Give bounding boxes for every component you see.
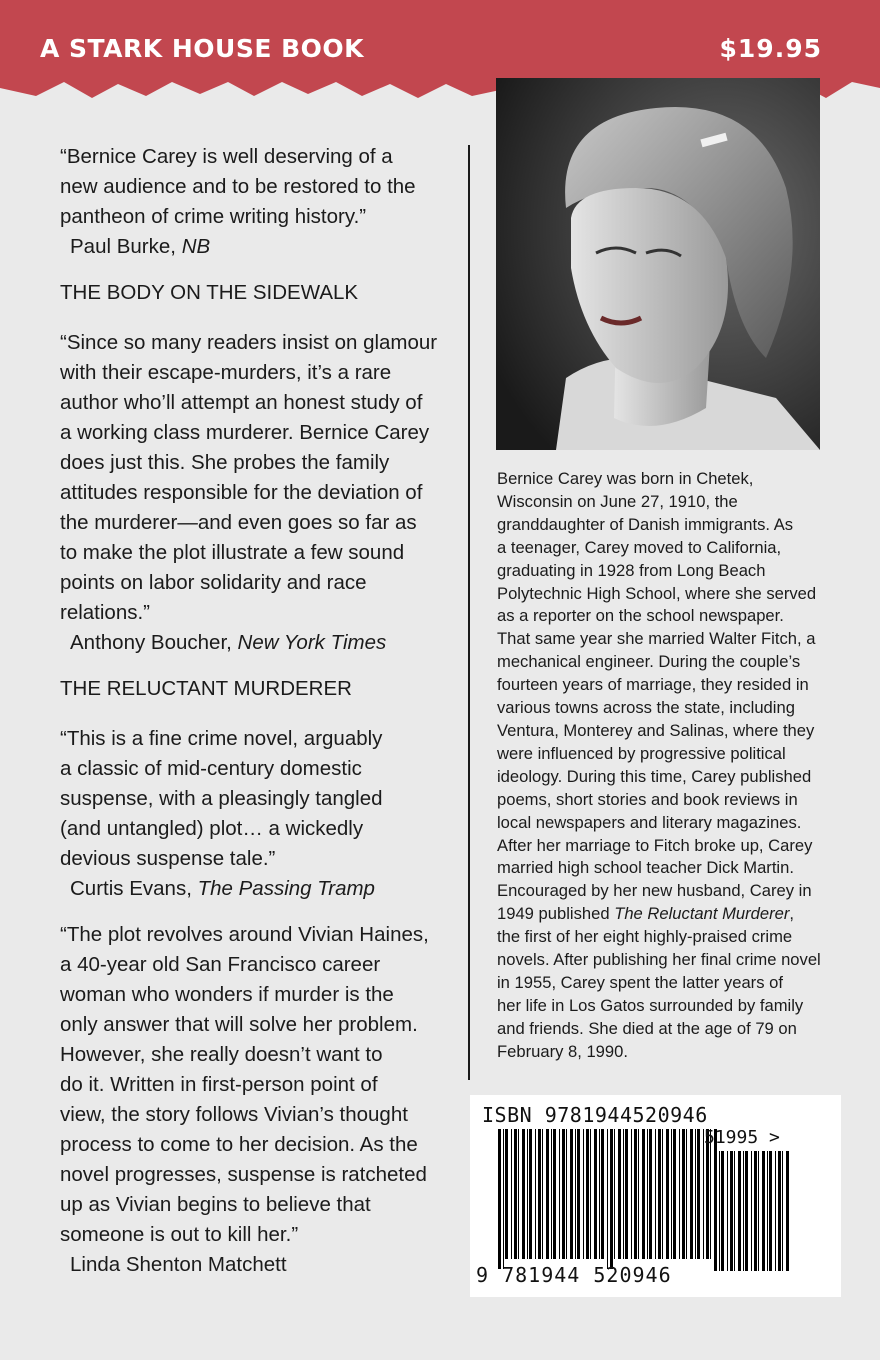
barcode-bar bbox=[503, 1129, 504, 1269]
barcode-bar bbox=[607, 1129, 608, 1269]
barcode-bar bbox=[566, 1129, 567, 1259]
barcode-bar bbox=[721, 1151, 724, 1271]
barcode-bar bbox=[623, 1129, 624, 1259]
attribution-author: Anthony Boucher, bbox=[70, 631, 232, 654]
attribution-source: NB bbox=[181, 235, 211, 258]
attribution-source: New York Times bbox=[237, 631, 387, 654]
barcode-bar bbox=[655, 1129, 656, 1259]
quote-line: (and untangled) plot… a wickedly bbox=[60, 817, 364, 840]
barcode-bar bbox=[738, 1151, 741, 1271]
barcode-bar bbox=[625, 1129, 628, 1259]
bio-line: fourteen years of marriage, they resided in bbox=[497, 675, 809, 695]
bio-line: her life in Los Gatos surrounded by family bbox=[497, 995, 804, 1015]
quote-line: “Bernice Carey is well deserving of a bbox=[60, 145, 393, 168]
quote-line: author who’ll attempt an honest study of bbox=[60, 391, 423, 414]
ean-barcode bbox=[498, 1129, 718, 1269]
barcode-bar bbox=[786, 1151, 789, 1271]
quote-line: suspense, with a pleasingly tangled bbox=[60, 787, 383, 810]
barcode-bar bbox=[559, 1129, 560, 1259]
barcode-bar bbox=[666, 1129, 669, 1259]
barcode-bar bbox=[522, 1129, 525, 1259]
quote-line: “This is a fine crime novel, arguably bbox=[60, 727, 383, 750]
barcode-bar bbox=[570, 1129, 573, 1259]
quote-line: novel progresses, suspense is ratcheted bbox=[60, 1163, 427, 1186]
quote-line: pantheon of crime writing history.” bbox=[60, 205, 367, 228]
barcode-bar bbox=[542, 1129, 543, 1259]
attribution-source: The Passing Tramp bbox=[197, 877, 375, 900]
barcode-bar bbox=[527, 1129, 528, 1259]
bio-line: Encouraged by her new husband, Carey in bbox=[497, 881, 812, 901]
author-photo bbox=[496, 78, 820, 450]
addon-code: 51995 > bbox=[704, 1127, 780, 1148]
bio-book-title: The Reluctant Murderer bbox=[614, 904, 790, 924]
barcode-bar bbox=[658, 1129, 661, 1259]
barcode-bar bbox=[562, 1129, 565, 1259]
barcode-bar bbox=[730, 1151, 733, 1271]
quote-line: However, she really doesn’t want to bbox=[60, 1043, 383, 1066]
barcode-bar bbox=[610, 1129, 613, 1269]
quote-line: new audience and to be restored to the bbox=[60, 175, 416, 198]
quote-line: a classic of mid-century domestic bbox=[60, 757, 362, 780]
quote-line: a 40-year old San Francisco career bbox=[60, 953, 381, 976]
barcode-bar bbox=[782, 1151, 783, 1271]
barcode-bar bbox=[719, 1151, 720, 1271]
barcode-bar bbox=[647, 1129, 648, 1259]
attribution-author: Paul Burke, bbox=[70, 235, 176, 258]
barcode-digits: 9 781944 520946 bbox=[476, 1263, 672, 1287]
barcode-bar bbox=[697, 1129, 700, 1259]
quote-line: to make the plot illustrate a few sound bbox=[60, 541, 405, 564]
barcode-bar bbox=[743, 1151, 744, 1271]
barcode-bar bbox=[546, 1129, 549, 1259]
barcode-bar bbox=[505, 1129, 508, 1259]
quote-line: does just this. She probes the family bbox=[60, 451, 390, 474]
bio-line: ideology. During this time, Carey published bbox=[497, 766, 812, 786]
quote-attribution bbox=[60, 628, 450, 658]
attribution-author: Linda Shenton Matchett bbox=[70, 1253, 287, 1276]
barcode-bar bbox=[754, 1151, 757, 1271]
bio-line: were influenced by progressive political bbox=[497, 743, 786, 763]
publisher-label: A STARK HOUSE BOOK bbox=[40, 34, 365, 63]
quote-line: the murderer—and even goes so far as bbox=[60, 511, 417, 534]
section-title: THE RELUCTANT MURDERER bbox=[60, 677, 352, 700]
barcode-bar bbox=[745, 1151, 748, 1271]
barcode-bar bbox=[553, 1129, 556, 1259]
barcode-bar bbox=[538, 1129, 541, 1259]
quote-block bbox=[60, 724, 450, 904]
praise-column bbox=[60, 142, 450, 1280]
bio-line: mechanical engineer. During the couple’s bbox=[497, 652, 801, 672]
barcode-bar bbox=[601, 1129, 604, 1259]
attribution-author: Curtis Evans, bbox=[70, 877, 192, 900]
quote-line: process to come to her decision. As the bbox=[60, 1133, 418, 1156]
quote-attribution bbox=[60, 874, 450, 904]
bio-line: After her marriage to Fitch broke up, Carey bbox=[497, 835, 813, 855]
barcode-bar bbox=[599, 1129, 600, 1259]
bio-line: the first of her eight highly-praised crime bbox=[497, 927, 793, 947]
barcode-bar bbox=[690, 1129, 693, 1259]
quote-line: up as Vivian begins to believe that bbox=[60, 1193, 371, 1216]
bio-line: That same year she married Walter Fitch, a bbox=[497, 629, 816, 649]
quote-line: with their escape-murders, it’s a rare bbox=[60, 361, 392, 384]
bio-line: local newspapers and literary magazines. bbox=[497, 812, 802, 832]
barcode-bar bbox=[529, 1129, 532, 1259]
quote-attribution bbox=[60, 1250, 450, 1280]
barcode-bar bbox=[535, 1129, 536, 1259]
bio-line: February 8, 1990. bbox=[497, 1041, 628, 1061]
bio-line: Polytechnic High School, where she served bbox=[497, 583, 817, 603]
quote-attribution bbox=[60, 232, 450, 262]
barcode-bar bbox=[686, 1129, 687, 1259]
bio-line: in 1955, Carey spent the latter years of bbox=[497, 972, 783, 992]
barcode-bar bbox=[758, 1151, 759, 1271]
bio-line: as a reporter on the school newspaper. bbox=[497, 606, 784, 626]
quote-line: “Since so many readers insist on glamour bbox=[60, 331, 438, 354]
author-bio bbox=[497, 468, 827, 1064]
quote-line: attitudes responsible for the deviation of bbox=[60, 481, 423, 504]
quote-line: a working class murderer. Bernice Carey bbox=[60, 421, 430, 444]
barcode-bar bbox=[634, 1129, 637, 1259]
quote-block bbox=[60, 920, 450, 1280]
addon-barcode bbox=[714, 1151, 790, 1271]
bio-line: graduating in 1928 from Long Beach bbox=[497, 560, 766, 580]
barcode-bar bbox=[498, 1129, 501, 1269]
bio-line bbox=[497, 903, 827, 926]
quote-line: someone is out to kill her.” bbox=[60, 1223, 299, 1246]
bio-line: poems, short stories and book reviews in bbox=[497, 789, 798, 809]
column-divider bbox=[468, 145, 470, 1080]
barcode-bar bbox=[695, 1129, 696, 1259]
barcode-bar bbox=[710, 1129, 711, 1259]
barcode-bar bbox=[594, 1129, 597, 1259]
barcode-bar bbox=[586, 1129, 589, 1259]
bio-text: , bbox=[789, 904, 795, 924]
quote-line: view, the story follows Vivian’s thought bbox=[60, 1103, 408, 1126]
barcode-bar bbox=[734, 1151, 735, 1271]
barcode-bar bbox=[551, 1129, 552, 1259]
bio-line: novels. After publishing her final crime novel bbox=[497, 950, 821, 970]
bio-line: granddaughter of Danish immigrants. As bbox=[497, 514, 794, 534]
bio-line: and friends. She died at the age of 79 on bbox=[497, 1018, 797, 1038]
quote-line: only answer that will solve her problem. bbox=[60, 1013, 418, 1036]
barcode-bar bbox=[762, 1151, 765, 1271]
quote-line: do it. Written in first-person point of bbox=[60, 1073, 378, 1096]
bio-line: Ventura, Monterey and Salinas, where they bbox=[497, 720, 815, 740]
quote-line: “The plot revolves around Vivian Haines, bbox=[60, 923, 429, 946]
barcode-bar bbox=[511, 1129, 512, 1259]
barcode-bar bbox=[575, 1129, 576, 1259]
quote-line: points on labor solidarity and race bbox=[60, 571, 367, 594]
bio-line: Bernice Carey was born in Chetek, bbox=[497, 469, 754, 488]
barcode-bar bbox=[714, 1151, 717, 1271]
barcode-bar bbox=[682, 1129, 685, 1259]
barcode-bar bbox=[703, 1129, 704, 1259]
barcode-bar bbox=[631, 1129, 632, 1259]
barcode-bar bbox=[642, 1129, 645, 1259]
quote-block bbox=[60, 142, 450, 262]
barcode-bar bbox=[590, 1129, 591, 1259]
bio-text: 1949 published bbox=[497, 904, 615, 924]
quote-line: devious suspense tale.” bbox=[60, 847, 276, 870]
barcode-bar bbox=[775, 1151, 776, 1271]
barcode-bar bbox=[662, 1129, 663, 1259]
bio-line: Wisconsin on June 27, 1910, the bbox=[497, 491, 738, 511]
barcode-bar bbox=[649, 1129, 652, 1259]
quote-line: woman who wonders if murder is the bbox=[60, 983, 394, 1006]
barcode-bar bbox=[767, 1151, 768, 1271]
barcode-bar bbox=[514, 1129, 517, 1259]
barcode-bar bbox=[671, 1129, 672, 1259]
section-title: THE BODY ON THE SIDEWALK bbox=[60, 281, 359, 304]
isbn-label: ISBN 9781944520946 bbox=[482, 1103, 708, 1127]
barcode-bar bbox=[614, 1129, 615, 1259]
author-portrait-image bbox=[496, 78, 820, 450]
barcode-bar bbox=[727, 1151, 728, 1271]
barcode-bar bbox=[778, 1151, 781, 1271]
barcode-bar bbox=[769, 1151, 772, 1271]
barcode-bar bbox=[751, 1151, 752, 1271]
barcode-bar bbox=[577, 1129, 580, 1259]
quote-block bbox=[60, 328, 450, 658]
barcode-bar bbox=[706, 1129, 709, 1259]
bio-line: a teenager, Carey moved to California, bbox=[497, 537, 782, 557]
bio-line: various towns across the state, including bbox=[497, 698, 795, 718]
barcode-bar bbox=[673, 1129, 676, 1259]
barcode-bar bbox=[518, 1129, 519, 1259]
barcode-bar bbox=[618, 1129, 621, 1259]
barcode-bar bbox=[679, 1129, 680, 1259]
price-label: $19.95 bbox=[719, 34, 822, 63]
quote-line: relations.” bbox=[60, 601, 151, 624]
barcode-bar bbox=[638, 1129, 639, 1259]
bio-line: married high school teacher Dick Martin. bbox=[497, 858, 794, 878]
barcode-panel bbox=[470, 1095, 841, 1297]
barcode-bar bbox=[583, 1129, 584, 1259]
